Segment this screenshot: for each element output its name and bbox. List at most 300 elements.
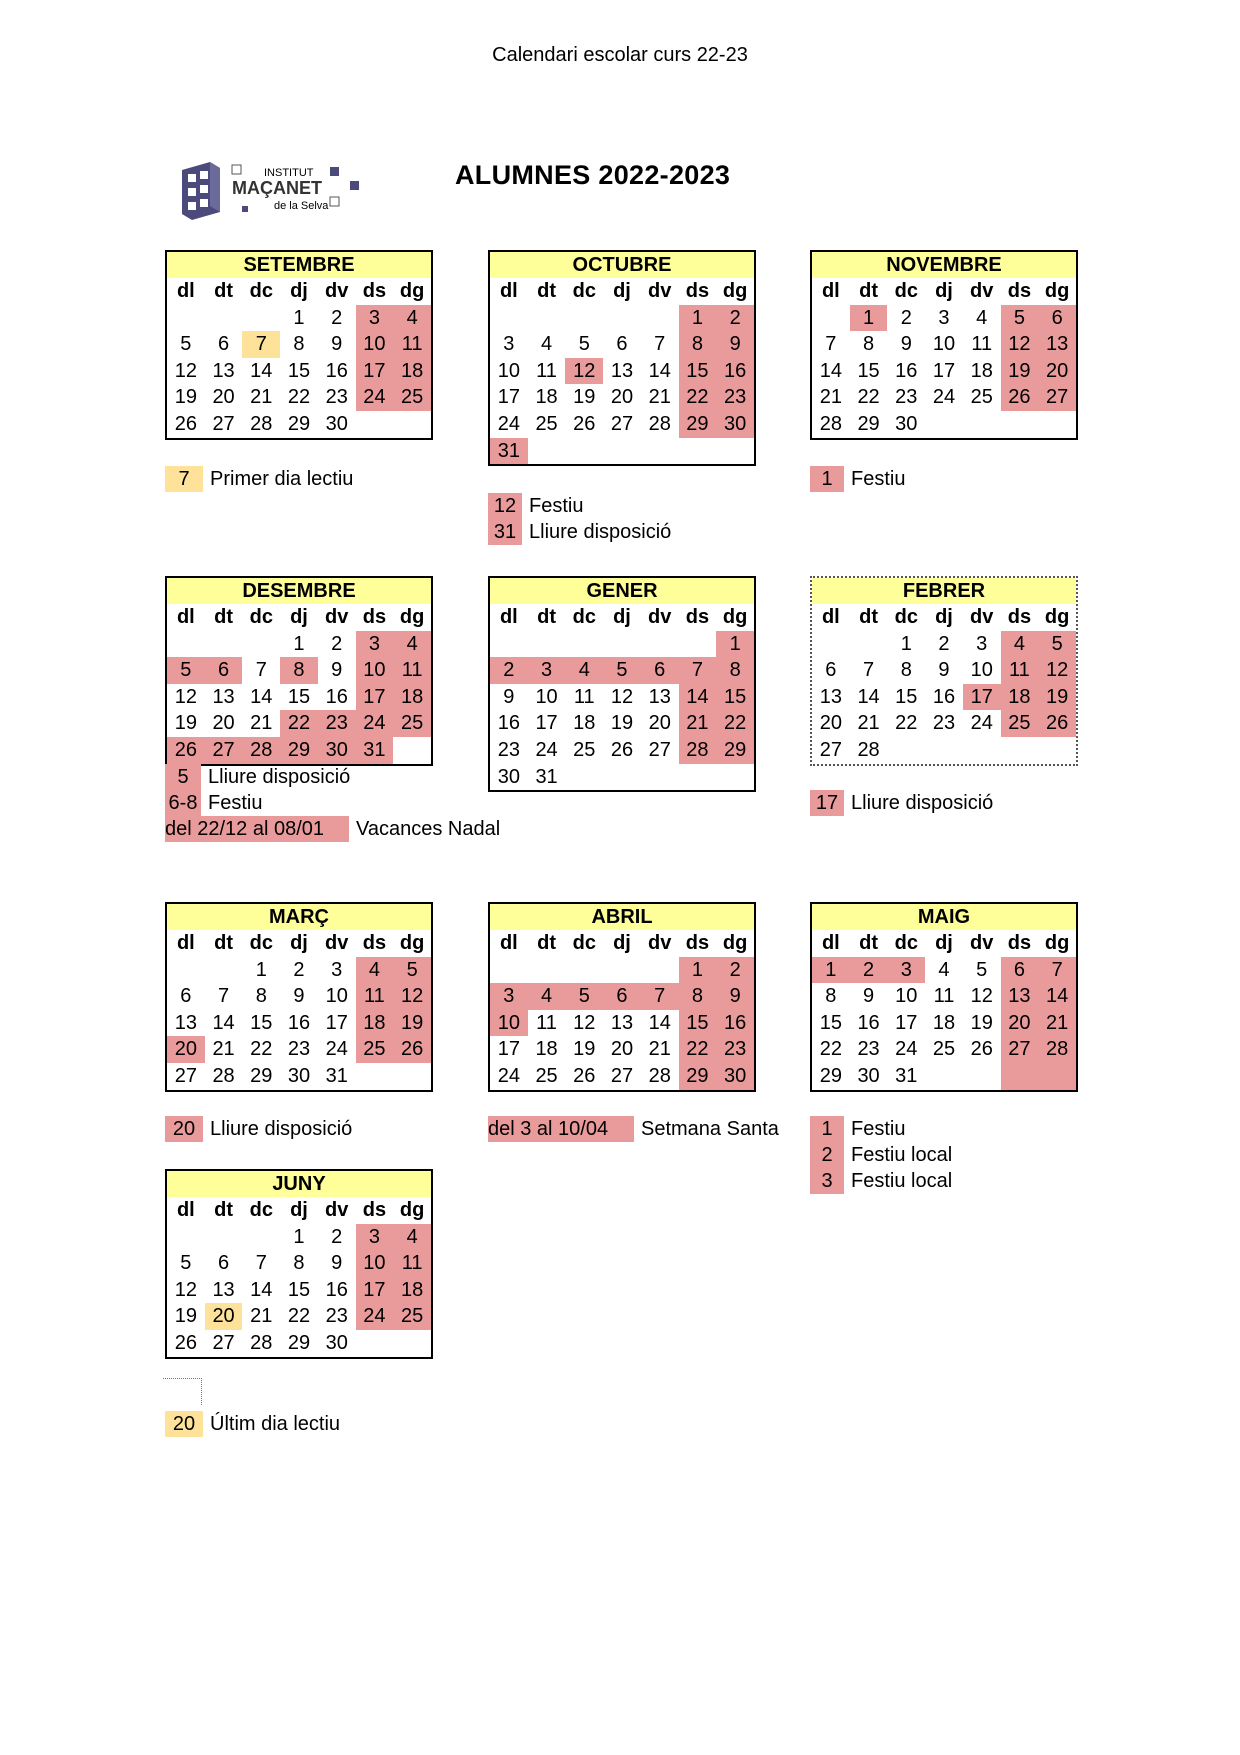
month-title: MARÇ — [167, 904, 431, 930]
day-cell: 5 — [603, 657, 641, 684]
weekday-header: dl — [176, 932, 195, 954]
day-cell: 16 — [325, 1278, 348, 1301]
month-calendar-novembre — [810, 250, 1078, 440]
empty-cell — [679, 438, 717, 465]
weekday-header: dc — [249, 280, 273, 302]
day-cell: 11 — [536, 359, 557, 382]
day-cell: 6 — [825, 659, 837, 682]
weekday-header: dg — [1044, 280, 1070, 302]
day-cell: 28 — [648, 1064, 671, 1087]
empty-cell — [490, 631, 528, 658]
day-cell: 31 — [895, 1064, 918, 1087]
empty-cell — [641, 305, 679, 332]
empty-cell — [1001, 737, 1039, 764]
dotted-marker — [163, 1378, 202, 1405]
day-cell: 10 — [535, 685, 558, 708]
day-cell: 15 — [287, 1278, 311, 1301]
day-cell: 27 — [212, 412, 235, 435]
empty-cell — [356, 1063, 394, 1090]
day-cell: 3 — [938, 306, 950, 329]
day-cell: 21 — [857, 712, 880, 735]
legend-text: Primer dia lectiu — [210, 468, 354, 490]
empty-cell — [679, 631, 717, 658]
day-cell: 27 — [1038, 384, 1076, 411]
day-cell: 18 — [356, 1010, 394, 1037]
day-cell: 7 — [679, 657, 717, 684]
weekday-header: dj — [613, 606, 631, 628]
legend-text: Lliure disposició — [210, 1118, 353, 1140]
day-cell: 16 — [895, 359, 918, 382]
day-cell: 26 — [610, 738, 634, 761]
legend-swatch: 1 — [810, 466, 844, 492]
day-cell: 17 — [325, 1011, 348, 1034]
day-cell: 10 — [325, 985, 348, 1008]
day-cell: 6 — [205, 657, 243, 684]
empty-cell — [393, 1330, 431, 1357]
day-grid — [812, 278, 1076, 438]
day-cell: 27 — [205, 737, 243, 764]
day-cell: 25 — [535, 412, 558, 435]
weekday-header: dg — [1044, 932, 1070, 954]
day-cell: 4 — [393, 305, 431, 332]
day-cell: 1 — [293, 1225, 305, 1248]
day-cell: 5 — [180, 333, 192, 356]
weekday-header: dg — [399, 280, 425, 302]
day-cell: 22 — [857, 386, 880, 409]
day-cell: 2 — [293, 958, 305, 981]
legend-swatch: 17 — [810, 790, 844, 816]
day-cell: 4 — [393, 631, 431, 658]
day-cell: 4 — [528, 983, 566, 1010]
day-cell: 29 — [287, 1331, 311, 1354]
day-cell: 24 — [356, 384, 394, 411]
legend-text: Festiu — [851, 1118, 906, 1140]
weekday-header: dg — [722, 280, 748, 302]
day-cell: 27 — [819, 738, 842, 761]
day-grid — [490, 604, 754, 790]
legend-text: Setmana Santa — [641, 1118, 779, 1140]
day-cell: 15 — [857, 359, 880, 382]
empty-cell — [716, 764, 754, 791]
day-cell: 25 — [573, 738, 596, 761]
day-cell: 3 — [356, 1224, 394, 1251]
day-cell: 27 — [1001, 1036, 1039, 1063]
day-cell: 7 — [641, 983, 679, 1010]
weekday-header: ds — [1007, 606, 1032, 628]
day-cell: 5 — [167, 657, 205, 684]
empty-cell — [925, 737, 963, 764]
day-cell: 13 — [212, 685, 235, 708]
legend-desembre-festiu — [165, 790, 262, 816]
weekday-header: dv — [970, 280, 994, 302]
day-cell: 9 — [503, 685, 515, 708]
legend-swatch: 12 — [488, 493, 522, 519]
day-cell: 20 — [648, 712, 671, 735]
day-cell: 28 — [250, 412, 273, 435]
weekday-header: dv — [325, 932, 349, 954]
empty-cell — [356, 411, 394, 438]
day-cell: 11 — [573, 685, 595, 708]
day-cell: 27 — [212, 1331, 235, 1354]
month-calendar-febrer — [810, 576, 1078, 766]
empty-cell — [205, 957, 243, 984]
day-cell: 29 — [679, 1063, 717, 1090]
day-cell: 13 — [212, 359, 235, 382]
day-cell: 19 — [1001, 358, 1039, 385]
empty-cell — [490, 305, 528, 332]
weekday-header: dl — [821, 280, 840, 302]
weekday-header: ds — [362, 932, 387, 954]
weekday-header: dg — [1044, 606, 1070, 628]
day-cell: 14 — [679, 684, 717, 711]
day-cell: 16 — [287, 1011, 311, 1034]
day-cell: 29 — [287, 412, 311, 435]
day-grid — [167, 1197, 431, 1357]
day-cell: 14 — [250, 359, 273, 382]
legend-ultim-dia — [165, 1411, 340, 1437]
empty-cell — [603, 438, 641, 465]
day-cell: 30 — [895, 412, 918, 435]
day-cell: 15 — [819, 1011, 842, 1034]
day-cell: 29 — [716, 737, 754, 764]
day-cell: 13 — [648, 685, 671, 708]
empty-cell — [641, 438, 679, 465]
day-cell: 22 — [287, 1305, 311, 1328]
weekday-header: dj — [613, 932, 631, 954]
empty-cell — [1001, 411, 1039, 438]
day-cell: 6 — [218, 333, 230, 356]
day-cell: 20 — [1001, 1010, 1039, 1037]
day-grid — [490, 930, 754, 1090]
empty-cell — [356, 1330, 394, 1357]
day-cell: 26 — [1001, 384, 1039, 411]
day-cell: 15 — [716, 684, 754, 711]
day-cell: 24 — [497, 412, 520, 435]
legend-text: Festiu — [529, 495, 584, 517]
day-cell: 12 — [970, 985, 993, 1008]
weekday-header: dt — [214, 1199, 233, 1221]
day-cell: 26 — [573, 1064, 596, 1087]
weekday-header: dl — [821, 606, 840, 628]
day-cell: 27 — [648, 738, 671, 761]
weekday-header: dt — [214, 606, 233, 628]
day-grid — [167, 278, 431, 438]
day-cell: 3 — [331, 958, 343, 981]
day-cell: 24 — [932, 386, 956, 409]
day-cell: 10 — [497, 359, 520, 382]
day-cell: 2 — [938, 632, 950, 655]
weekday-header: dc — [572, 932, 596, 954]
day-cell: 13 — [819, 685, 842, 708]
day-cell: 23 — [857, 1038, 880, 1061]
weekday-header: dg — [722, 932, 748, 954]
day-cell: 3 — [490, 983, 528, 1010]
weekday-header: dj — [613, 280, 631, 302]
weekday-header: dj — [290, 932, 308, 954]
day-cell: 26 — [174, 1331, 197, 1354]
day-cell: 8 — [716, 657, 754, 684]
month-calendar-juny — [165, 1169, 433, 1359]
day-cell: 30 — [716, 1063, 754, 1090]
day-cell: 20 — [212, 712, 235, 735]
month-calendar-setembre — [165, 250, 433, 440]
day-cell: 6 — [616, 333, 628, 356]
day-cell: 14 — [250, 1278, 273, 1301]
weekday-header: dc — [572, 606, 596, 628]
day-cell: 23 — [716, 1036, 754, 1063]
day-cell: 11 — [393, 657, 431, 684]
legend-desembre-lliure — [165, 764, 350, 790]
day-cell: 20 — [167, 1036, 205, 1063]
day-cell: 4 — [938, 958, 950, 981]
day-cell: 9 — [293, 985, 305, 1008]
weekday-header: ds — [685, 606, 710, 628]
day-cell: 16 — [325, 685, 348, 708]
legend-swatch: 2 — [810, 1142, 844, 1168]
empty-cell — [812, 305, 850, 332]
weekday-header: dc — [894, 932, 918, 954]
legend-vacances-nadal — [165, 816, 500, 842]
day-cell: 15 — [250, 1011, 273, 1034]
legend-maig-festiu — [810, 1116, 905, 1142]
day-cell: 2 — [490, 657, 528, 684]
day-cell: 28 — [250, 1331, 273, 1354]
day-cell: 9 — [863, 985, 875, 1008]
month-title: OCTUBRE — [490, 252, 754, 278]
empty-cell — [167, 305, 205, 332]
day-cell: 12 — [393, 983, 431, 1010]
day-cell: 4 — [541, 333, 553, 356]
weekday-header: dt — [859, 606, 878, 628]
day-cell: 1 — [293, 306, 305, 329]
weekday-header: dc — [249, 606, 273, 628]
day-cell: 24 — [356, 1303, 394, 1330]
legend-swatch: 31 — [488, 519, 522, 545]
day-cell: 30 — [857, 1064, 880, 1087]
weekday-header: ds — [685, 932, 710, 954]
empty-cell — [565, 631, 603, 658]
day-cell: 4 — [393, 1224, 431, 1251]
day-cell: 23 — [325, 386, 348, 409]
day-cell: 9 — [900, 333, 912, 356]
empty-cell — [812, 631, 850, 658]
day-cell: 19 — [970, 1011, 993, 1034]
empty-cell — [393, 737, 431, 764]
empty-cell — [528, 957, 566, 984]
empty-cell — [393, 411, 431, 438]
month-title: SETEMBRE — [167, 252, 431, 278]
weekday-header: dc — [249, 1199, 273, 1221]
day-cell: 22 — [280, 710, 318, 737]
weekday-header: dt — [537, 280, 556, 302]
day-cell: 10 — [490, 1010, 528, 1037]
day-cell: 23 — [497, 738, 520, 761]
month-title: GENER — [490, 578, 754, 604]
day-cell: 31 — [325, 1064, 348, 1087]
day-grid — [490, 278, 754, 464]
day-grid — [167, 604, 431, 764]
day-cell: 3 — [356, 305, 394, 332]
day-cell: 24 — [497, 1064, 520, 1087]
day-cell: 16 — [857, 1011, 880, 1034]
day-cell: 12 — [573, 1011, 596, 1034]
weekday-header: dl — [821, 932, 840, 954]
weekday-header: dv — [325, 606, 349, 628]
day-cell: 28 — [648, 412, 671, 435]
logo-line-2: MAÇANET — [232, 178, 322, 198]
day-cell: 12 — [174, 685, 197, 708]
day-cell: 20 — [610, 386, 634, 409]
day-cell: 22 — [819, 1038, 842, 1061]
empty-cell — [641, 631, 679, 658]
day-cell: 16 — [497, 712, 520, 735]
day-cell: 20 — [205, 1303, 243, 1330]
month-title: ABRIL — [490, 904, 754, 930]
day-cell: 15 — [679, 358, 717, 385]
day-cell: 22 — [679, 1036, 717, 1063]
day-cell: 29 — [819, 1064, 842, 1087]
day-cell: 28 — [1038, 1036, 1076, 1063]
day-cell: 26 — [174, 412, 197, 435]
day-cell: 17 — [497, 386, 520, 409]
month-calendar-octubre — [488, 250, 756, 466]
day-cell: 11 — [356, 983, 394, 1010]
day-cell: 4 — [1001, 631, 1039, 658]
empty-cell — [528, 438, 566, 465]
weekday-header: dt — [214, 932, 233, 954]
day-cell: 6 — [1038, 305, 1076, 332]
legend-setmana-santa — [488, 1116, 779, 1142]
day-cell: 5 — [393, 957, 431, 984]
month-title: DESEMBRE — [167, 578, 431, 604]
logo-line-3: de la Selva — [274, 200, 329, 212]
day-cell: 9 — [331, 333, 343, 356]
day-cell: 18 — [1001, 684, 1039, 711]
day-cell: 9 — [331, 659, 343, 682]
month-title: JUNY — [167, 1171, 431, 1197]
weekday-header: dv — [648, 606, 672, 628]
day-cell: 19 — [393, 1010, 431, 1037]
weekday-header: dl — [499, 606, 518, 628]
day-cell: 17 — [356, 358, 394, 385]
day-cell: 17 — [963, 684, 1001, 711]
empty-cell — [565, 305, 603, 332]
empty-cell — [850, 631, 888, 658]
day-cell: 21 — [250, 386, 273, 409]
empty-cell — [603, 305, 641, 332]
day-cell: 8 — [679, 331, 717, 358]
day-cell: 29 — [857, 412, 880, 435]
day-cell: 10 — [356, 657, 394, 684]
day-cell: 14 — [857, 685, 880, 708]
empty-cell — [205, 631, 243, 658]
day-grid — [812, 930, 1076, 1090]
day-cell: 9 — [331, 1252, 343, 1275]
legend-novembre-festiu — [810, 466, 905, 492]
month-calendar-desembre — [165, 576, 433, 766]
day-cell: 31 — [535, 765, 558, 788]
empty-cell — [565, 957, 603, 984]
legend-maig-local-2 — [810, 1142, 952, 1168]
day-cell: 4 — [565, 657, 603, 684]
day-cell: 7 — [218, 985, 230, 1008]
day-cell: 12 — [174, 1278, 197, 1301]
empty-cell — [167, 957, 205, 984]
empty-cell — [603, 764, 641, 791]
weekday-header: dv — [325, 280, 349, 302]
legend-swatch: 7 — [165, 466, 203, 492]
day-cell: 14 — [1038, 983, 1076, 1010]
day-cell: 29 — [250, 1064, 273, 1087]
day-cell: 5 — [565, 983, 603, 1010]
day-cell: 13 — [1001, 983, 1039, 1010]
day-cell: 9 — [716, 331, 754, 358]
day-cell: 10 — [970, 659, 993, 682]
day-cell: 28 — [819, 412, 842, 435]
legend-swatch: 3 — [810, 1168, 844, 1194]
day-cell: 9 — [938, 659, 950, 682]
empty-cell — [603, 631, 641, 658]
day-cell: 2 — [716, 305, 754, 332]
weekday-header: dc — [249, 932, 273, 954]
day-cell: 16 — [716, 358, 754, 385]
day-cell: 4 — [356, 957, 394, 984]
empty-cell — [641, 957, 679, 984]
legend-text: Vacances Nadal — [356, 818, 501, 840]
day-cell: 17 — [932, 359, 956, 382]
day-cell: 28 — [212, 1064, 235, 1087]
weekday-header: ds — [685, 280, 710, 302]
day-cell: 3 — [976, 632, 988, 655]
day-cell: 10 — [356, 1250, 394, 1277]
day-cell: 18 — [970, 359, 993, 382]
day-cell: 25 — [356, 1036, 394, 1063]
legend-marc-lliure — [165, 1116, 352, 1142]
empty-cell — [242, 631, 280, 658]
day-cell: 1 — [900, 632, 912, 655]
day-cell: 17 — [356, 684, 394, 711]
day-cell: 8 — [293, 1252, 305, 1275]
day-cell: 14 — [250, 685, 273, 708]
empty-cell — [565, 438, 603, 465]
month-calendar-marc — [165, 902, 433, 1092]
day-cell: 11 — [971, 333, 993, 356]
day-cell: 26 — [393, 1036, 431, 1063]
weekday-header: dl — [499, 280, 518, 302]
day-cell: 1 — [255, 958, 267, 981]
legend-swatch: 5 — [165, 764, 201, 790]
day-cell: 22 — [287, 386, 311, 409]
day-cell: 21 — [250, 712, 273, 735]
day-cell: 17 — [535, 712, 558, 735]
empty-cell — [167, 1224, 205, 1251]
weekday-header: dj — [290, 1199, 308, 1221]
day-cell: 20 — [212, 386, 235, 409]
day-cell: 26 — [573, 412, 596, 435]
day-cell: 24 — [535, 738, 558, 761]
day-cell: 29 — [679, 411, 717, 438]
month-title: FEBRER — [812, 578, 1076, 604]
day-cell: 1 — [716, 631, 754, 658]
day-grid — [167, 930, 431, 1090]
day-cell: 7 — [255, 659, 267, 682]
empty-cell — [167, 631, 205, 658]
day-cell: 18 — [535, 1038, 558, 1061]
day-cell: 19 — [610, 712, 634, 735]
weekday-header: dj — [290, 606, 308, 628]
empty-cell — [716, 438, 754, 465]
day-cell: 2 — [716, 957, 754, 984]
